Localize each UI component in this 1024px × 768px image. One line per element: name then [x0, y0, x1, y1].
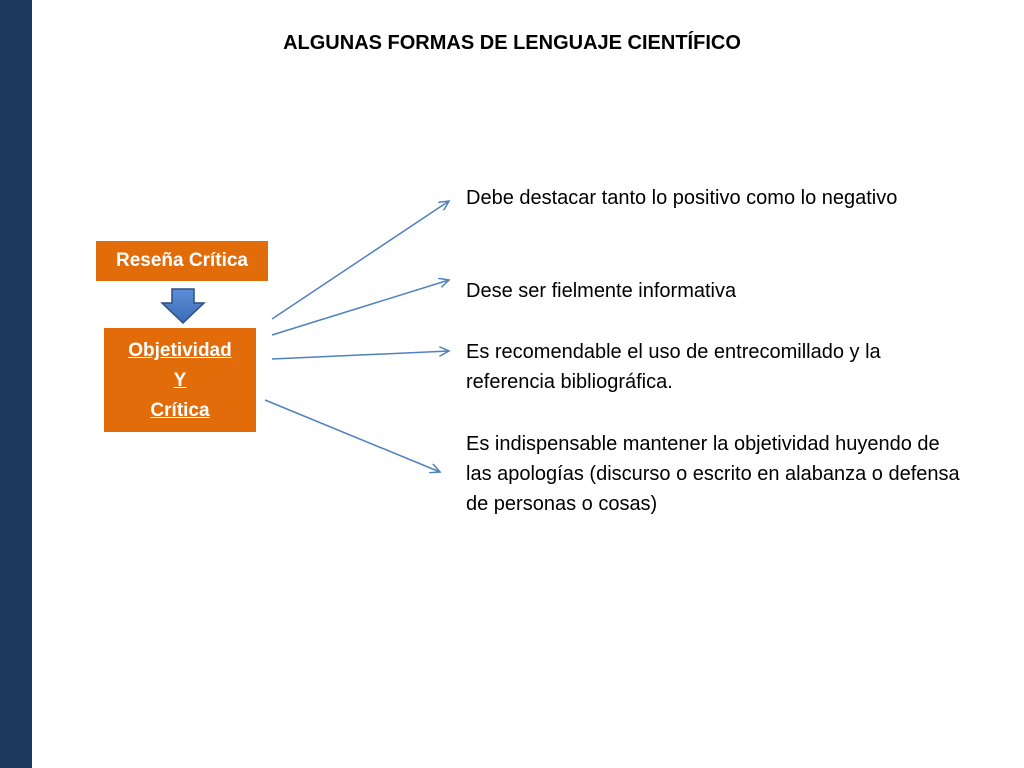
- point-text-4: Es indispensable mantener la objetividad huyendo de las apologías (discurso o escrito en alabanza o defensa de personas o cosas): [466, 433, 960, 515]
- connector-arrow-4: [265, 400, 440, 472]
- slide-title: ALGUNAS FORMAS DE LENGUAJE CIENTÍFICO: [283, 32, 741, 54]
- connector-arrow-1: [272, 201, 449, 319]
- point-text-1: Debe destacar tanto lo positivo como lo negativo: [466, 187, 898, 209]
- objetividad-critica-box: [104, 328, 256, 432]
- connector-arrow-3: [272, 351, 449, 359]
- critica-label: Crítica: [150, 400, 210, 421]
- objetividad-label: Objetividad: [128, 340, 232, 361]
- point-text-3: Es recomendable el uso de entrecomillado y la referencia bibliográfica.: [466, 341, 881, 393]
- connector-arrow-2: [272, 280, 449, 335]
- resena-critica-box: Reseña Crítica: [96, 241, 268, 281]
- point-text-2: Dese ser fielmente informativa: [466, 280, 737, 302]
- down-arrow-icon: [162, 289, 204, 323]
- y-label: Y: [173, 370, 187, 391]
